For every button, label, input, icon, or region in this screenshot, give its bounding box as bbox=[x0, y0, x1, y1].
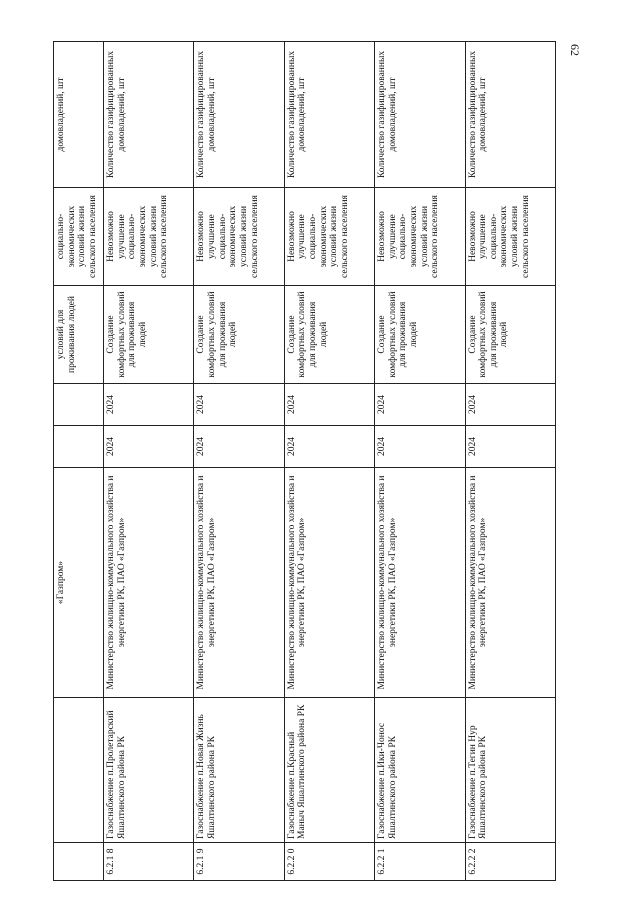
cell-num: 6.2.1 8 bbox=[104, 843, 194, 881]
cell-end-year: 2024 bbox=[104, 384, 194, 426]
cell-end-year: 2024 bbox=[375, 384, 465, 426]
table-row bbox=[375, 42, 465, 881]
rotated-table-container bbox=[53, 42, 555, 881]
cell-result: условий для проживания людей bbox=[54, 286, 104, 384]
table-row bbox=[284, 42, 374, 881]
table-row bbox=[104, 42, 194, 881]
cell-executor: Министерство жилищно-коммунального хозяйства и энергетики РК, ПАО «Газпром» bbox=[375, 468, 465, 698]
cell-name bbox=[54, 698, 104, 843]
cell-executor: Министерство жилищно-коммунального хозяйства и энергетики РК, ПАО «Газпром» bbox=[194, 468, 284, 698]
cell-start-year: 2024 bbox=[194, 426, 284, 468]
cell-executor: Министерство жилищно-коммунального хозяйства и энергетики РК, ПАО «Газпром» bbox=[284, 468, 374, 698]
cell-indicator: Количество газифицированных домовладений, шт bbox=[194, 42, 284, 188]
table-row bbox=[194, 42, 284, 881]
cell-indicator: Количество газифицированных домовладений, шт bbox=[104, 42, 194, 188]
cell-end-year: 2024 bbox=[194, 384, 284, 426]
page-number: 62 bbox=[568, 44, 582, 56]
cell-num: 6.2.2 1 bbox=[375, 843, 465, 881]
cell-result: Создание комфортных условий для проживания людей bbox=[194, 286, 284, 384]
measures-table bbox=[53, 41, 556, 881]
cell-end-year bbox=[54, 384, 104, 426]
cell-num: 6.2.2 0 bbox=[284, 843, 374, 881]
cell-name: Газоснабжение п.Ики-Чонос Яшалтинского района РК bbox=[375, 698, 465, 843]
cell-risk: Невозможно улучшение социально-экономических условий жизни сельского населения bbox=[465, 188, 555, 286]
cell-executor: Министерство жилищно-коммунального хозяйства и энергетики РК, ПАО «Газпром» bbox=[465, 468, 555, 698]
cell-result: Создание комфортных условий для проживания людей bbox=[465, 286, 555, 384]
cell-executor: Министерство жилищно-коммунального хозяйства и энергетики РК, ПАО «Газпром» bbox=[104, 468, 194, 698]
table-row-continuation bbox=[54, 42, 104, 881]
cell-executor: «Газпром» bbox=[54, 468, 104, 698]
cell-risk: Невозможно улучшение социально-экономических условий жизни сельского населения bbox=[104, 188, 194, 286]
cell-name: Газоснабжение п.Красный Маныч Яшалтинского района РК bbox=[284, 698, 374, 843]
cell-indicator: Количество газифицированных домовладений, шт bbox=[284, 42, 374, 188]
cell-indicator: Количество газифицированных домовладений, шт bbox=[465, 42, 555, 188]
cell-risk: Невозможно улучшение социально-экономических условий жизни сельского населения bbox=[284, 188, 374, 286]
cell-name: Газоснабжение п.Новая Жизнь Яшалтинского района РК bbox=[194, 698, 284, 843]
cell-num: 6.2.2 2 bbox=[465, 843, 555, 881]
cell-start-year: 2024 bbox=[375, 426, 465, 468]
cell-start-year: 2024 bbox=[465, 426, 555, 468]
cell-indicator: домовладений, шт bbox=[54, 42, 104, 188]
cell-num: 6.2.1 9 bbox=[194, 843, 284, 881]
cell-name: Газоснабжение п.Тегин Нур Яшалтинского района РК bbox=[465, 698, 555, 843]
cell-indicator: Количество газифицированных домовладений, шт bbox=[375, 42, 465, 188]
cell-end-year: 2024 bbox=[465, 384, 555, 426]
cell-risk: Невозможно улучшение социально-экономических условий жизни сельского населения bbox=[375, 188, 465, 286]
cell-start-year: 2024 bbox=[104, 426, 194, 468]
cell-risk: социально-экономических условий жизни сельского населения bbox=[54, 188, 104, 286]
cell-start-year bbox=[54, 426, 104, 468]
cell-risk: Невозможно улучшение социально-экономических условий жизни сельского населения bbox=[194, 188, 284, 286]
cell-result: Создание комфортных условий для проживания людей bbox=[104, 286, 194, 384]
table-row bbox=[465, 42, 555, 881]
cell-end-year: 2024 bbox=[284, 384, 374, 426]
cell-start-year: 2024 bbox=[284, 426, 374, 468]
cell-name: Газоснабжение п.Пролетарский Яшалтинского района РК bbox=[104, 698, 194, 843]
cell-num bbox=[54, 843, 104, 881]
cell-result: Создание комфортных условий для проживания людей bbox=[375, 286, 465, 384]
cell-result: Создание комфортных условий для проживания людей bbox=[284, 286, 374, 384]
